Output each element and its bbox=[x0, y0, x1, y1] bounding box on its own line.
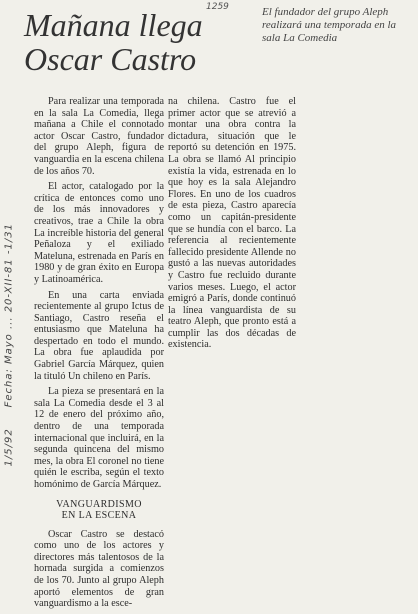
headline-line-1: Mañana llega bbox=[24, 7, 203, 43]
kicker-subtitle: El fundador del grupo Aleph realizará una temporada en la sala La Comedia bbox=[262, 6, 397, 44]
paragraph: na chilena. Castro fue el primer actor que se atrevió a montar una obra contra la dictadura, situación que le reportó su detención en 1975. La obra se llamó Al principio existía la vida, estrenada en lo que hoy es la sala Alejandro Flores. En uno de los cuadros de esta pieza, Castro aparecía como un capitán-presidente que se hundía con el barco. La referencia al recientemente fallecido presidente Allende no gustó a las nuevas autoridades y Castro fue recluido durante varios meses. Luego, el actor emigró a París, donde continuó la línea vanguardista de su teatro Aleph, que pronto está a cumplir las dos décadas de existencia. bbox=[168, 96, 296, 351]
paragraph: En una carta enviada recientemente al grupo Ictus de Santiago, Castro reseña el entusiasmo que Mateluna ha despertado en todo el mundo. La obra fue aplaudida por Gabriel García Márquez, quien la tituló Un chileno en París. bbox=[34, 289, 164, 382]
pencil-annotation-top: 1259 bbox=[206, 2, 229, 12]
paragraph: Oscar Castro se destacó como uno de los actores y directores más talentosos de la hornada surgida a comienzos de los 70. Junto al grupo Aleph aportó elementos de gran vanguardismo a la esce- bbox=[34, 528, 164, 610]
article-column-1 bbox=[34, 96, 164, 614]
headline-line-2: Oscar Castro bbox=[24, 41, 197, 77]
article-column-2 bbox=[168, 96, 296, 355]
subhead-line-2: EN LA ESCENA bbox=[61, 509, 137, 521]
paragraph: La pieza se presentará en la sala La Comedia desde el 3 al 12 de enero del próximo año, dentro de una temporada internacional que incluirá, en la segunda quincena del mismo mes, la obra El coronel no tiene quién le escriba, según el texto homónimo de García Márquez. bbox=[34, 386, 164, 490]
handwritten-margin-note bbox=[4, 217, 15, 467]
section-subhead bbox=[34, 499, 164, 521]
paragraph: El actor, catalogado por la crítica de entonces como uno de los más innovadores y creativos, trae a Chile la obra La increíble historia del general Peñaloza y el exiliado Mateluna, estrenada en París en 1980 y de gran éxito en Europa y Latinoamérica. bbox=[34, 181, 164, 285]
subhead-line-1: VANGUARDISMO bbox=[56, 498, 142, 510]
margin-note-main: Fecha: Mayo ... 20-XII-81 -1/31 bbox=[3, 223, 15, 408]
headline bbox=[24, 8, 260, 76]
margin-note-bottom: 1/5/92 bbox=[3, 428, 15, 467]
paragraph: Para realizar una temporada en la sala La Comedia, llega mañana a Chile el connotado actor Oscar Castro, fundador del grupo Aleph, figura de vanguardia en la escena chilena de los años 70. bbox=[34, 96, 164, 177]
